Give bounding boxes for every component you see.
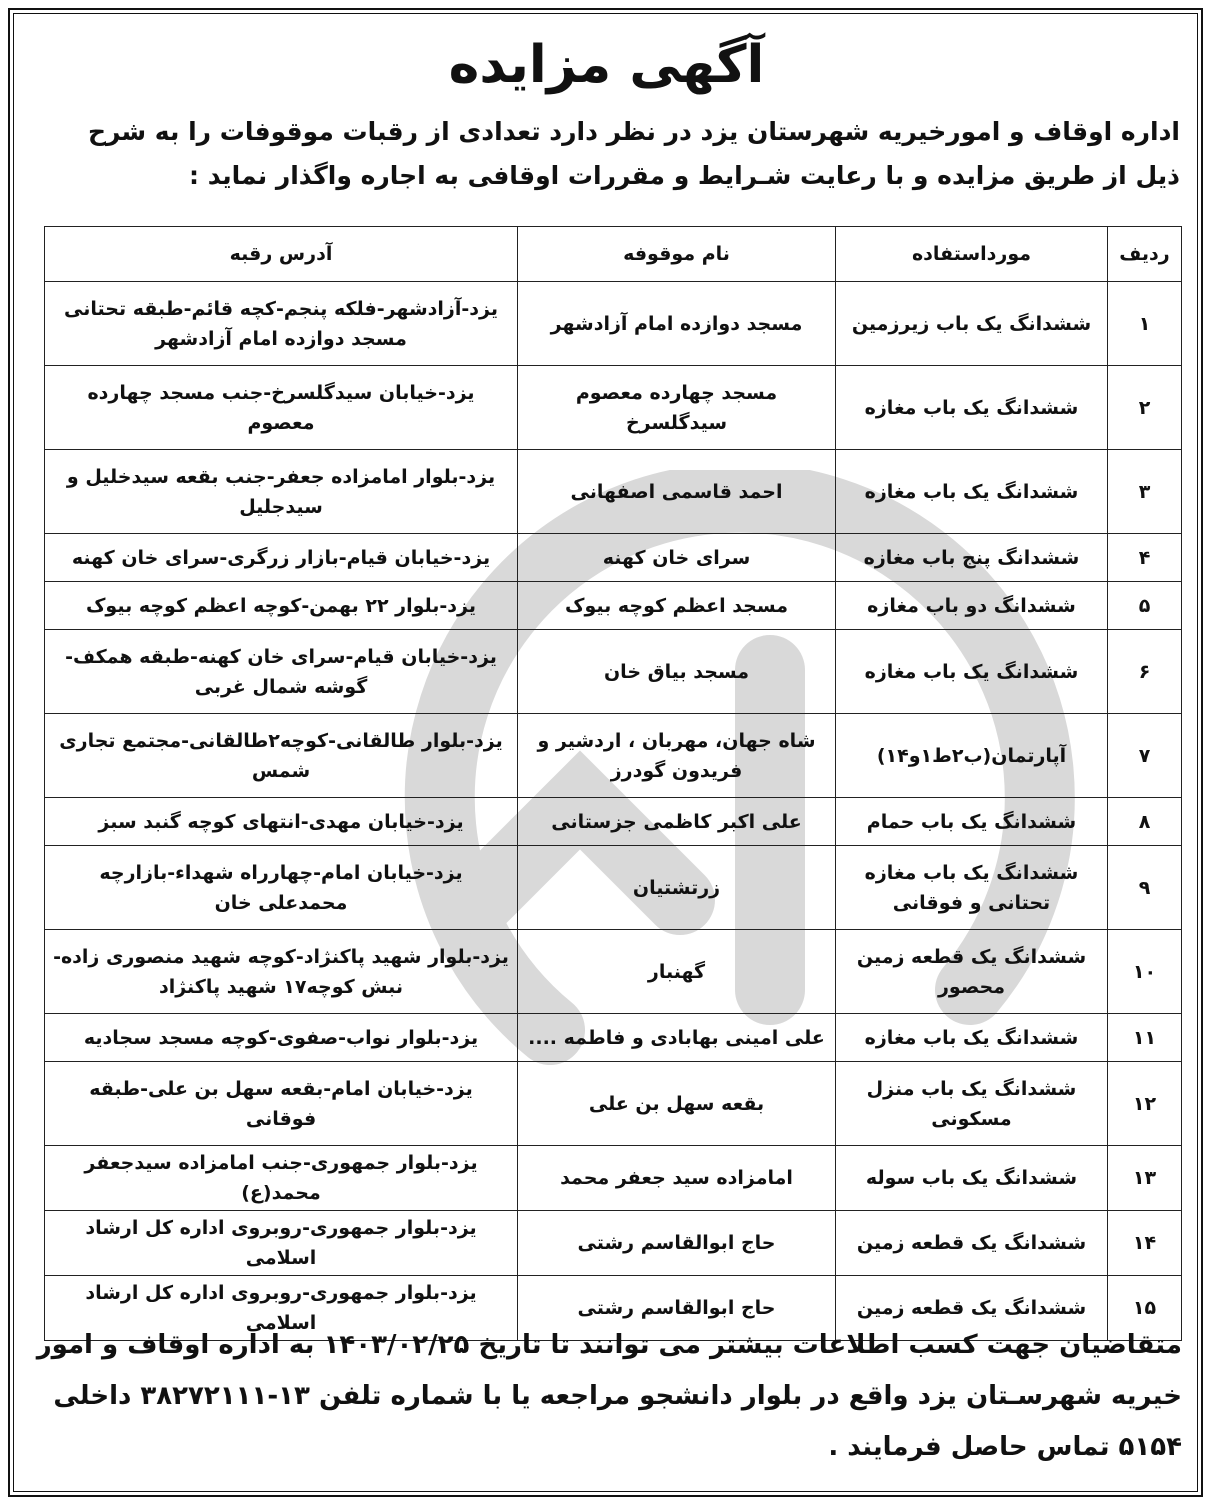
row-usage: ششدانگ یک باب مغازه: [836, 1014, 1108, 1062]
row-endowment-name: مسجد چهارده معصوم سیدگلسرخ: [518, 366, 836, 450]
table-row: [45, 1014, 1182, 1062]
row-number: ۱۳: [1108, 1146, 1182, 1211]
row-endowment-name: علی اکبر کاظمی جزستانی: [518, 798, 836, 846]
row-address: یزد-خیابان قیام-بازار زرگری-سرای خان کهنه: [45, 534, 518, 582]
row-address: یزد-بلوار جمهوری-جنب امامزاده سیدجعفر محمد(ع): [45, 1146, 518, 1211]
row-number: ۷: [1108, 714, 1182, 798]
row-number: ۱۰: [1108, 930, 1182, 1014]
row-number: ۸: [1108, 798, 1182, 846]
row-number: ۲: [1108, 366, 1182, 450]
row-usage: ششدانگ پنج باب مغازه: [836, 534, 1108, 582]
row-endowment-name: زرتشتیان: [518, 846, 836, 930]
row-address: یزد-خیابان قیام-سرای خان کهنه-طبقه همکف-گوشه شمال غربی: [45, 630, 518, 714]
row-endowment-name: شاه جهان، مهربان ، اردشیر و فریدون گودرز: [518, 714, 836, 798]
row-usage: ششدانگ یک قطعه زمین: [836, 1276, 1108, 1341]
row-endowment-name: حاج ابوالقاسم رشتی: [518, 1276, 836, 1341]
row-address: یزد-خیابان امام-بقعه سهل بن علی-طبقه فوقانی: [45, 1062, 518, 1146]
row-usage: ششدانگ یک قطعه زمین: [836, 1211, 1108, 1276]
table-row: [45, 450, 1182, 534]
table-row: [45, 582, 1182, 630]
table-row: [45, 630, 1182, 714]
table-row: [45, 930, 1182, 1014]
row-address: یزد-بلوار طالقانی-کوچه۲طالقانی-مجتمع تجاری شمس: [45, 714, 518, 798]
row-usage: ششدانگ یک باب منزل مسکونی: [836, 1062, 1108, 1146]
row-usage: ششدانگ یک باب مغازه: [836, 366, 1108, 450]
footer-paragraph: متقاضیان جهت کسب اطلاعات بیشتر می توانند تا تاریخ ۱۴۰۳/۰۲/۲۵ به اداره اوقاف و امور خیریه شهرسـتان یزد واقع در بلوار دانشجو مراجعه یا با شماره تلفن ۱۳-۳۸۲۷۲۱۱۱ داخلی ۵۱۵۴ تماس حاصل فرمایند .: [36, 1330, 1182, 1462]
row-usage: ششدانگ یک باب سوله: [836, 1146, 1108, 1211]
page-title: آگهی مزایده: [448, 35, 765, 95]
header-address: آدرس رقبه: [45, 227, 518, 282]
row-usage: ششدانگ دو باب مغازه: [836, 582, 1108, 630]
header-endowment-name: نام موقوفه: [518, 227, 836, 282]
row-usage: ششدانگ یک باب حمام: [836, 798, 1108, 846]
row-number: ۴: [1108, 534, 1182, 582]
row-address: یزد-بلوار امامزاده جعفر-جنب بقعه سیدخلیل و سیدجلیل: [45, 450, 518, 534]
table-row: [45, 798, 1182, 846]
row-endowment-name: مسجد دوازده امام آزادشهر: [518, 282, 836, 366]
row-endowment-name: سرای خان کهنه: [518, 534, 836, 582]
row-usage: ششدانگ یک باب مغازه تحتانی و فوقانی: [836, 846, 1108, 930]
row-usage: ششدانگ یک باب مغازه: [836, 450, 1108, 534]
row-endowment-name: مسجد بیاق خان: [518, 630, 836, 714]
table-row: [45, 282, 1182, 366]
row-endowment-name: بقعه سهل بن علی: [518, 1062, 836, 1146]
row-address: یزد-بلوار جمهوری-روبروی اداره کل ارشاد اسلامی: [45, 1211, 518, 1276]
row-number: ۱: [1108, 282, 1182, 366]
header-row-number: ردیف: [1108, 227, 1182, 282]
table-row: [45, 1146, 1182, 1211]
intro-paragraph: اداره اوقاف و امورخیریه شهرستان یزد در نظر دارد تعدادی از رقبات موقوفات را به شرح ذیل از طریق مزایده و با رعایت شـرایط و مقررات اوقافی به اجاره واگذار نماید :: [87, 117, 1180, 190]
header-usage: مورداستفاده: [836, 227, 1108, 282]
table-row: [45, 1211, 1182, 1276]
table-row: [45, 534, 1182, 582]
row-address: یزد-بلوار شهید پاکنژاد-کوچه شهید منصوری زاده-نبش کوچه۱۷ شهید پاکنژاد: [45, 930, 518, 1014]
row-endowment-name: گهنبار: [518, 930, 836, 1014]
row-address: یزد-بلوار جمهوری-روبروی اداره کل ارشاد اسلامی: [45, 1276, 518, 1341]
row-number: ۱۲: [1108, 1062, 1182, 1146]
row-endowment-name: علی امینی بهابادی و فاطمه ....: [518, 1014, 836, 1062]
row-address: یزد-بلوار نواب-صفوی-کوچه مسجد سجادیه: [45, 1014, 518, 1062]
row-usage: آپارتمان(ب۲ط۱و۱۴): [836, 714, 1108, 798]
row-address: یزد-خیابان مهدی-انتهای کوچه گنبد سبز: [45, 798, 518, 846]
row-endowment-name: مسجد اعظم کوچه بیوک: [518, 582, 836, 630]
table-row: [45, 1062, 1182, 1146]
table-row: [45, 714, 1182, 798]
row-usage: ششدانگ یک باب زیرزمین: [836, 282, 1108, 366]
row-address: یزد-آزادشهر-فلکه پنجم-کچه قائم-طبقه تحتانی مسجد دوازده امام آزادشهر: [45, 282, 518, 366]
row-address: یزد-خیابان امام-چهارراه شهداء-بازارچه محمدعلی خان: [45, 846, 518, 930]
auction-table: [44, 226, 1182, 1341]
row-number: ۳: [1108, 450, 1182, 534]
row-number: ۶: [1108, 630, 1182, 714]
row-number: ۵: [1108, 582, 1182, 630]
row-endowment-name: امامزاده سید جعفر محمد: [518, 1146, 836, 1211]
row-number: ۱۴: [1108, 1211, 1182, 1276]
row-usage: ششدانگ یک باب مغازه: [836, 630, 1108, 714]
row-address: یزد-بلوار ۲۲ بهمن-کوچه اعظم کوچه بیوک: [45, 582, 518, 630]
row-address: یزد-خیابان سیدگلسرخ-جنب مسجد چهارده معصوم: [45, 366, 518, 450]
table-header-row: [45, 227, 1182, 282]
table-row: [45, 366, 1182, 450]
row-endowment-name: حاج ابوالقاسم رشتی: [518, 1211, 836, 1276]
row-number: ۱۵: [1108, 1276, 1182, 1341]
row-endowment-name: احمد قاسمی اصفهانی: [518, 450, 836, 534]
table-row: [45, 846, 1182, 930]
row-number: ۱۱: [1108, 1014, 1182, 1062]
row-usage: ششدانگ یک قطعه زمین محصور: [836, 930, 1108, 1014]
row-number: ۹: [1108, 846, 1182, 930]
